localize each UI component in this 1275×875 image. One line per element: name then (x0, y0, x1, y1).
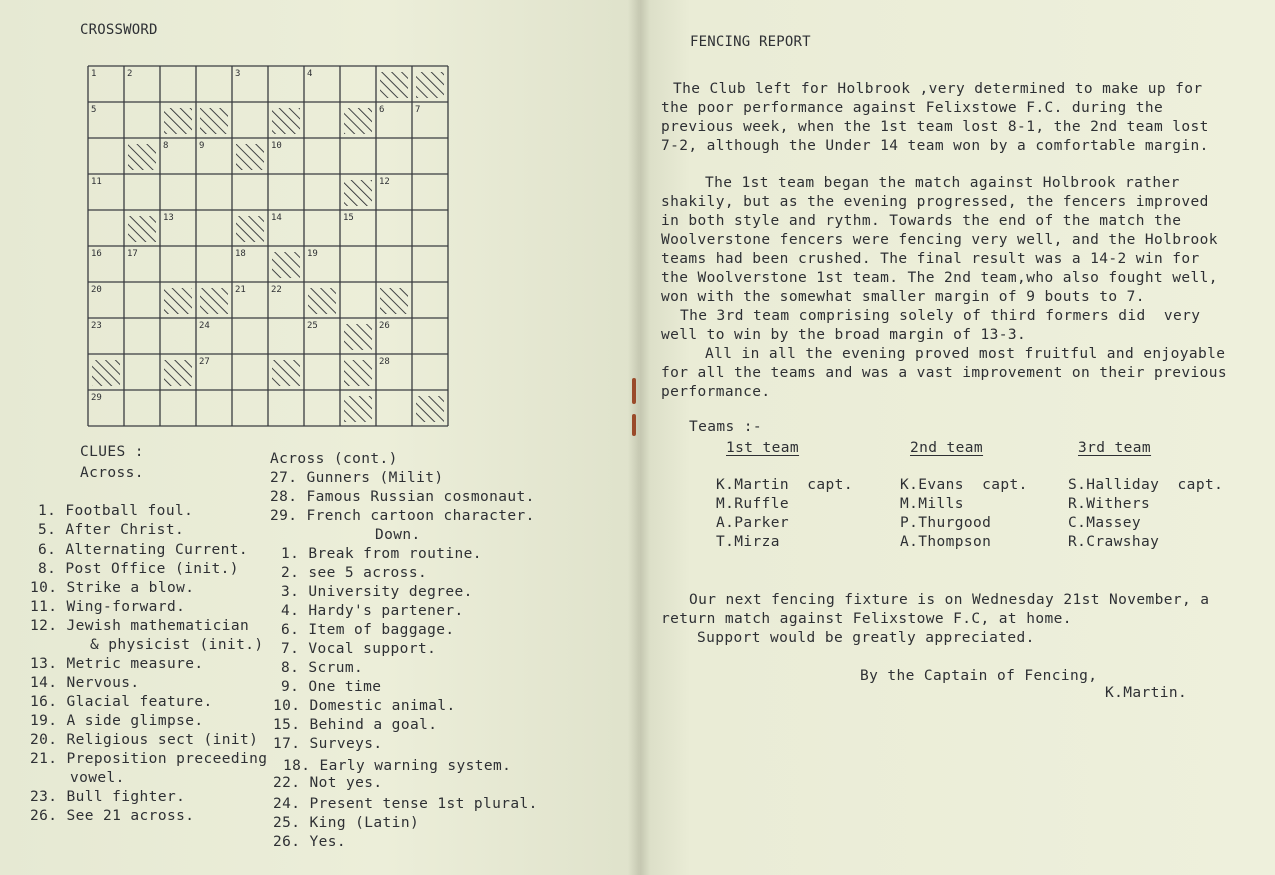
report-line: The 1st team began the match against Holbrook rather (705, 175, 1180, 191)
crossword-grid (87, 65, 449, 429)
across-clue: 23. Bull fighter. (30, 789, 186, 805)
across-clue: 16. Glacial feature. (30, 694, 213, 710)
team-member: R.Withers (1068, 496, 1151, 512)
cell-number: 21 (235, 285, 246, 295)
shaded-cell (200, 288, 228, 314)
cell-number: 9 (199, 141, 205, 151)
shaded-cell (416, 72, 444, 98)
report-line: The 3rd team comprising solely of third formers did very (680, 308, 1201, 324)
across-clue: 6. Alternating Current. (38, 542, 248, 558)
across-heading: Across. (80, 465, 144, 481)
report-line: The Club left for Holbrook ,very determined to make up for (673, 81, 1203, 97)
team-member: A.Parker (716, 515, 790, 531)
shaded-cell (164, 108, 192, 134)
shaded-cell (344, 360, 372, 386)
team-heading: 3rd team (1078, 440, 1152, 456)
across-clue: 14. Nervous. (30, 675, 140, 691)
shaded-cell (272, 252, 300, 278)
down-clue: 15. Behind a goal. (273, 717, 438, 733)
shaded-cell (236, 216, 264, 242)
cell-number: 14 (271, 213, 282, 223)
shaded-cell (344, 180, 372, 206)
down-heading: Down. (375, 527, 421, 543)
across-clue: 27. Gunners (Milit) (270, 470, 444, 486)
down-clue: 7. Vocal support. (281, 641, 437, 657)
team-member: S.Halliday capt. (1068, 477, 1224, 493)
fixture-line: return match against Felixstowe F.C, at home. (661, 611, 1072, 627)
shaded-cell (344, 396, 372, 422)
cell-number: 16 (91, 249, 102, 259)
report-line: the Woolverstone 1st team. The 2nd team,who also fought well, (661, 270, 1218, 286)
cell-number: 19 (307, 249, 318, 259)
report-line: well to win by the broad margin of 13-3. (661, 327, 1027, 343)
signoff: By the Captain of Fencing, (860, 668, 1098, 684)
down-clue: 17. Surveys. (273, 736, 383, 752)
cell-number: 2 (127, 69, 133, 79)
cell-number: 11 (91, 177, 102, 187)
down-clue: 22. Not yes. (273, 775, 383, 791)
team-heading: 1st team (726, 440, 800, 456)
team-member: M.Mills (900, 496, 964, 512)
down-clue: 1. Break from routine. (281, 546, 482, 562)
shaded-cell (344, 324, 372, 350)
shaded-cell (380, 288, 408, 314)
shaded-cell (128, 216, 156, 242)
cell-number: 17 (127, 249, 138, 259)
report-line: All in all the evening proved most fruitful and enjoyable (705, 346, 1226, 362)
down-clue: 10. Domestic animal. (273, 698, 456, 714)
across-clue: 10. Strike a blow. (30, 580, 195, 596)
across-clue: 11. Wing-forward. (30, 599, 186, 615)
down-clue: 4. Hardy's partener. (281, 603, 464, 619)
shaded-cell (164, 360, 192, 386)
cell-number: 13 (163, 213, 174, 223)
report-line: the poor performance against Felixstowe F.C. during the (661, 100, 1164, 116)
shaded-cell (272, 108, 300, 134)
cell-number: 10 (271, 141, 282, 151)
page-gutter (628, 0, 650, 875)
cell-number: 26 (379, 321, 390, 331)
report-line: previous week, when the 1st team lost 8-1, the 2nd team lost (661, 119, 1209, 135)
across-clue: 19. A side glimpse. (30, 713, 204, 729)
crossword-title: CROSSWORD (80, 22, 158, 38)
team-member: R.Crawshay (1068, 534, 1160, 550)
cell-number: 23 (91, 321, 102, 331)
cell-number: 5 (91, 105, 97, 115)
report-line: performance. (661, 384, 771, 400)
down-clue: 9. One time (281, 679, 382, 695)
team-member: M.Ruffle (716, 496, 790, 512)
report-line: teams had been crushed. The final result was a 14-2 win for (661, 251, 1200, 267)
down-clue: 26. Yes. (273, 834, 347, 850)
staple-top (632, 378, 636, 404)
cell-number: 18 (235, 249, 246, 259)
fixture-line: Our next fencing fixture is on Wednesday 21st November, a (689, 592, 1210, 608)
across-clue: vowel. (70, 770, 125, 786)
down-clue: 8. Scrum. (281, 660, 364, 676)
across-clue: 26. See 21 across. (30, 808, 195, 824)
shaded-cell (308, 288, 336, 314)
shaded-cell (416, 396, 444, 422)
cell-number: 12 (379, 177, 390, 187)
report-line: won with the somewhat smaller margin of 9 bouts to 7. (661, 289, 1145, 305)
cell-number: 4 (307, 69, 313, 79)
cell-number: 20 (91, 285, 102, 295)
across-clue: 29. French cartoon character. (270, 508, 535, 524)
across-clue: 20. Religious sect (init) (30, 732, 259, 748)
report-line: for all the teams and was a vast improvement on their previous (661, 365, 1228, 381)
team-member: C.Massey (1068, 515, 1142, 531)
across-cont-heading: Across (cont.) (270, 451, 398, 467)
cell-number: 6 (379, 105, 385, 115)
shaded-cell (164, 288, 192, 314)
team-member: K.Evans capt. (900, 477, 1028, 493)
cell-number: 7 (415, 105, 421, 115)
team-member: A.Thompson (900, 534, 992, 550)
report-line: in both style and rythm. Towards the end of the match the (661, 213, 1182, 229)
shaded-cell (344, 108, 372, 134)
down-clue: 18. Early warning system. (283, 758, 512, 774)
report-title: FENCING REPORT (690, 34, 811, 50)
cell-number: 25 (307, 321, 318, 331)
signature: K.Martin. (1105, 685, 1188, 701)
cell-number: 8 (163, 141, 169, 151)
down-clue: 25. King (Latin) (273, 815, 420, 831)
report-line: shakily, but as the evening progressed, the fencers improved (661, 194, 1209, 210)
across-clue: 1. Football foul. (38, 503, 194, 519)
fixture-line: Support would be greatly appreciated. (697, 630, 1035, 646)
cell-number: 27 (199, 357, 210, 367)
staple-bottom (632, 414, 636, 436)
shaded-cell (92, 360, 120, 386)
shaded-cell (236, 144, 264, 170)
team-member: T.Mirza (716, 534, 780, 550)
shaded-cell (380, 72, 408, 98)
shaded-cell (128, 144, 156, 170)
across-clue: 13. Metric measure. (30, 656, 204, 672)
down-clue: 3. University degree. (281, 584, 473, 600)
team-member: P.Thurgood (900, 515, 992, 531)
cell-number: 22 (271, 285, 282, 295)
across-clue: 28. Famous Russian cosmonaut. (270, 489, 535, 505)
cell-number: 15 (343, 213, 354, 223)
across-clue: 12. Jewish mathematician (30, 618, 250, 634)
across-clue: 21. Preposition preceeding (30, 751, 268, 767)
shaded-cell (200, 108, 228, 134)
report-line: Woolverstone fencers were fencing very well, and the Holbrook (661, 232, 1218, 248)
down-clue: 24. Present tense 1st plural. (273, 796, 538, 812)
across-clue: & physicist (init.) (90, 637, 264, 653)
team-heading: 2nd team (910, 440, 984, 456)
team-member: K.Martin capt. (716, 477, 853, 493)
report-line: 7-2, although the Under 14 team won by a comfortable margin. (661, 138, 1209, 154)
teams-label: Teams :- (689, 419, 763, 435)
shaded-cell (272, 360, 300, 386)
cell-number: 28 (379, 357, 390, 367)
cell-number: 24 (199, 321, 210, 331)
down-clue: 2. see 5 across. (281, 565, 428, 581)
across-clue: 8. Post Office (init.) (38, 561, 239, 577)
cell-number: 1 (91, 69, 97, 79)
cell-number: 3 (235, 69, 241, 79)
across-clue: 5. After Christ. (38, 522, 185, 538)
cell-number: 29 (91, 393, 102, 403)
clues-heading: CLUES : (80, 444, 144, 460)
down-clue: 6. Item of baggage. (281, 622, 455, 638)
